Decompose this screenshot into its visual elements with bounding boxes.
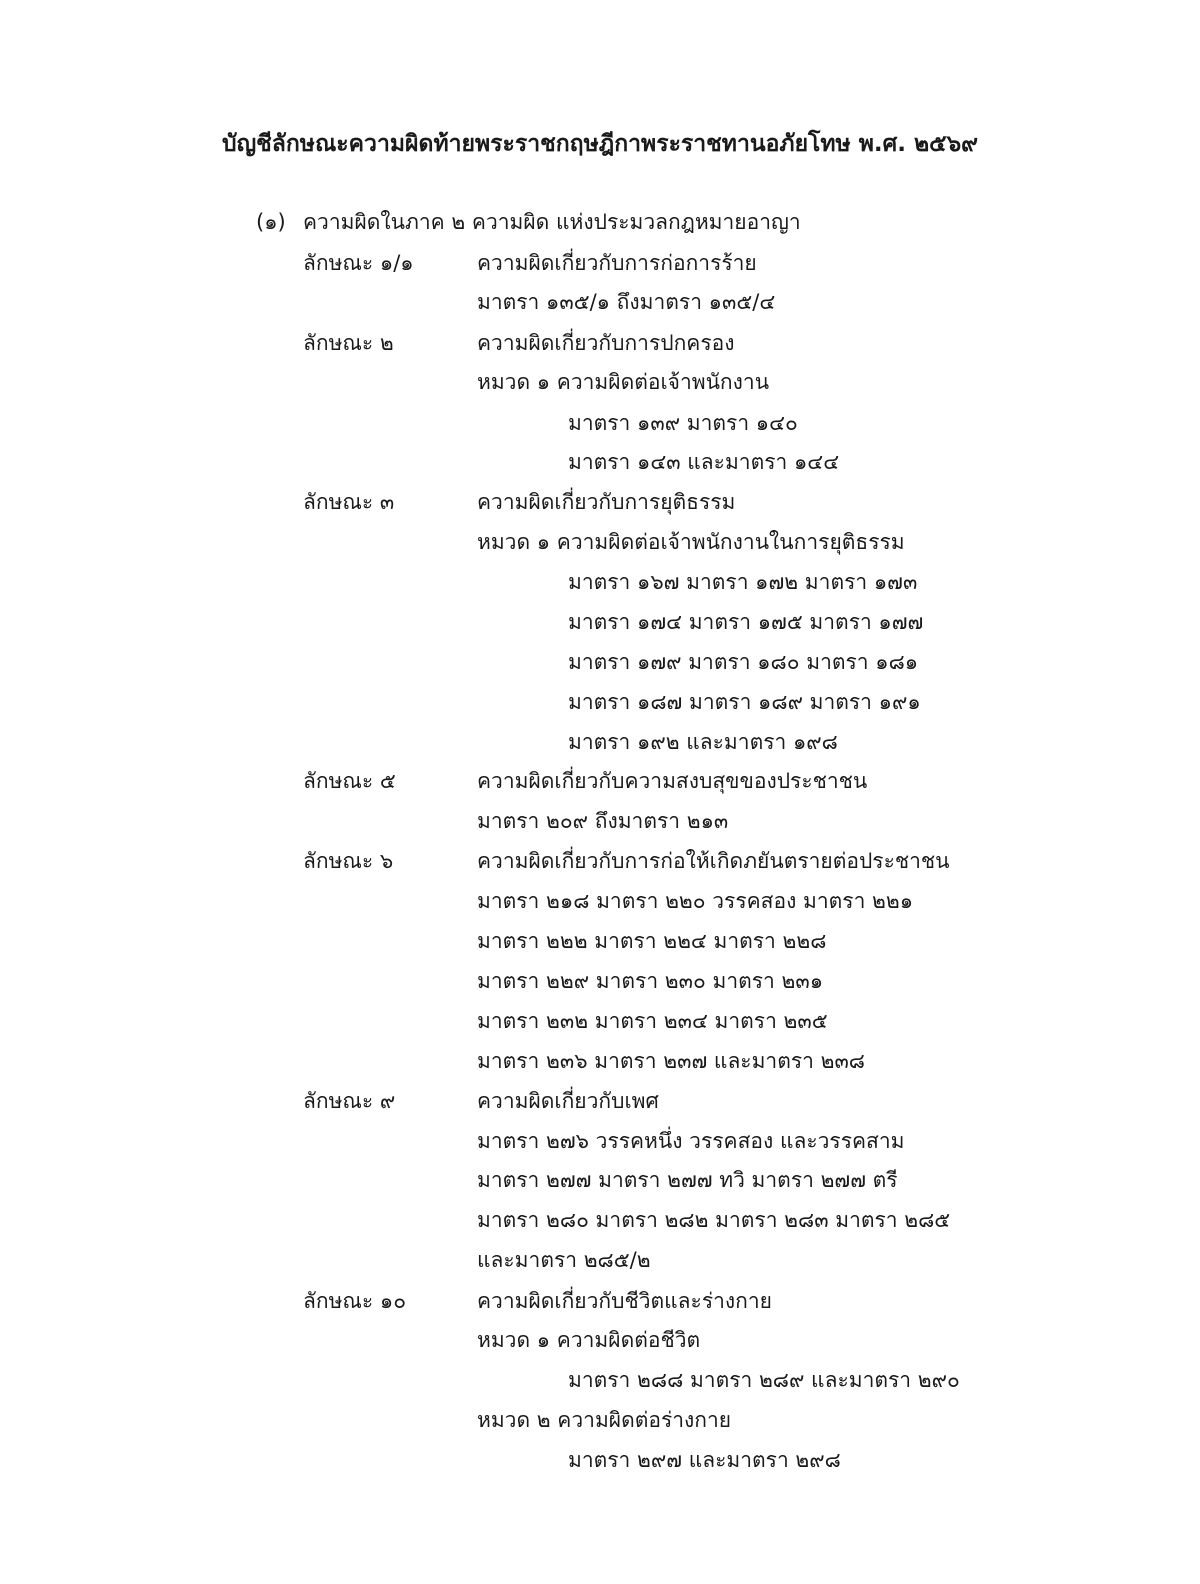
chapter-article-line: มาตรา ๑๓๙ มาตรา ๑๔๐ xyxy=(568,411,798,435)
section-label: ลักษณะ ๙ xyxy=(303,1089,396,1113)
section-article-line: มาตรา ๒๒๙ มาตรา ๒๓๐ มาตรา ๒๓๑ xyxy=(477,969,824,993)
section-article-line: มาตรา ๒๐๙ ถึงมาตรา ๒๑๓ xyxy=(477,809,729,833)
part-heading: ความผิดในภาค ๒ ความผิด แห่งประมวลกฎหมายอาญา xyxy=(303,210,801,234)
section-label: ลักษณะ ๑๐ xyxy=(303,1289,407,1313)
chapter-article-line: มาตรา ๑๗๙ มาตรา ๑๘๐ มาตรา ๑๘๑ xyxy=(568,650,919,674)
chapter-article-line: มาตรา ๑๖๗ มาตรา ๑๗๒ มาตรา ๑๗๓ xyxy=(568,570,918,594)
chapter-article-line: มาตรา ๑๗๔ มาตรา ๑๗๕ มาตรา ๑๗๗ xyxy=(568,610,924,634)
section-article-line: มาตรา ๒๒๒ มาตรา ๒๒๔ มาตรา ๒๒๘ xyxy=(477,929,827,953)
section-article-line: มาตรา ๒๑๘ มาตรา ๒๒๐ วรรคสอง มาตรา ๒๒๑ xyxy=(477,889,914,913)
section-title: ความผิดเกี่ยวกับเพศ xyxy=(477,1089,659,1113)
chapter-article-line: มาตรา ๑๔๓ และมาตรา ๑๔๔ xyxy=(568,450,840,474)
section-title: ความผิดเกี่ยวกับการก่อให้เกิดภยันตรายต่อประชาชน xyxy=(477,849,950,873)
section-title: ความผิดเกี่ยวกับชีวิตและร่างกาย xyxy=(477,1289,772,1313)
section-article-line: มาตรา ๑๓๕/๑ ถึงมาตรา ๑๓๕/๔ xyxy=(477,290,776,314)
document-title: บัญชีลักษณะความผิดท้ายพระราชกฤษฎีกาพระราชทานอภัยโทษ พ.ศ. ๒๕๖๙ xyxy=(221,131,978,157)
chapter-heading: หมวด ๑ ความผิดต่อชีวิต xyxy=(477,1328,701,1352)
section-title: ความผิดเกี่ยวกับการยุติธรรม xyxy=(477,490,736,514)
chapter-heading: หมวด ๒ ความผิดต่อร่างกาย xyxy=(477,1408,732,1432)
section-article-line: มาตรา ๒๗๖ วรรคหนึ่ง วรรคสอง และวรรคสาม xyxy=(477,1129,905,1153)
chapter-article-line: มาตรา ๑๘๗ มาตรา ๑๘๙ มาตรา ๑๙๑ xyxy=(568,690,921,714)
section-label: ลักษณะ ๑/๑ xyxy=(303,251,414,275)
section-article-line: มาตรา ๒๘๐ มาตรา ๒๘๒ มาตรา ๒๘๓ มาตรา ๒๘๕ xyxy=(477,1208,951,1232)
section-article-line: มาตรา ๒๓๖ มาตรา ๒๓๗ และมาตรา ๒๓๘ xyxy=(477,1049,866,1073)
section-label: ลักษณะ ๕ xyxy=(303,769,396,793)
section-article-line: และมาตรา ๒๘๕/๒ xyxy=(477,1248,651,1272)
section-label: ลักษณะ ๓ xyxy=(303,490,395,514)
chapter-heading: หมวด ๑ ความผิดต่อเจ้าพนักงานในการยุติธรรม xyxy=(477,530,905,554)
section-label: ลักษณะ ๒ xyxy=(303,331,394,355)
chapter-article-line: มาตรา ๒๘๘ มาตรา ๒๘๙ และมาตรา ๒๙๐ xyxy=(568,1368,960,1392)
section-title: ความผิดเกี่ยวกับการปกครอง xyxy=(477,331,735,355)
part-number: (๑) xyxy=(256,210,286,234)
section-article-line: มาตรา ๒๗๗ มาตรา ๒๗๗ ทวิ มาตรา ๒๗๗ ตรี xyxy=(477,1168,898,1192)
chapter-heading: หมวด ๑ ความผิดต่อเจ้าพนักงาน xyxy=(477,370,770,394)
section-title: ความผิดเกี่ยวกับความสงบสุขของประชาชน xyxy=(477,769,868,793)
section-label: ลักษณะ ๖ xyxy=(303,849,394,873)
section-article-line: มาตรา ๒๓๒ มาตรา ๒๓๔ มาตรา ๒๓๕ xyxy=(477,1009,828,1033)
section-title: ความผิดเกี่ยวกับการก่อการร้าย xyxy=(477,251,757,275)
chapter-article-line: มาตรา ๒๙๗ และมาตรา ๒๙๘ xyxy=(568,1448,841,1472)
chapter-article-line: มาตรา ๑๙๒ และมาตรา ๑๙๘ xyxy=(568,730,838,754)
